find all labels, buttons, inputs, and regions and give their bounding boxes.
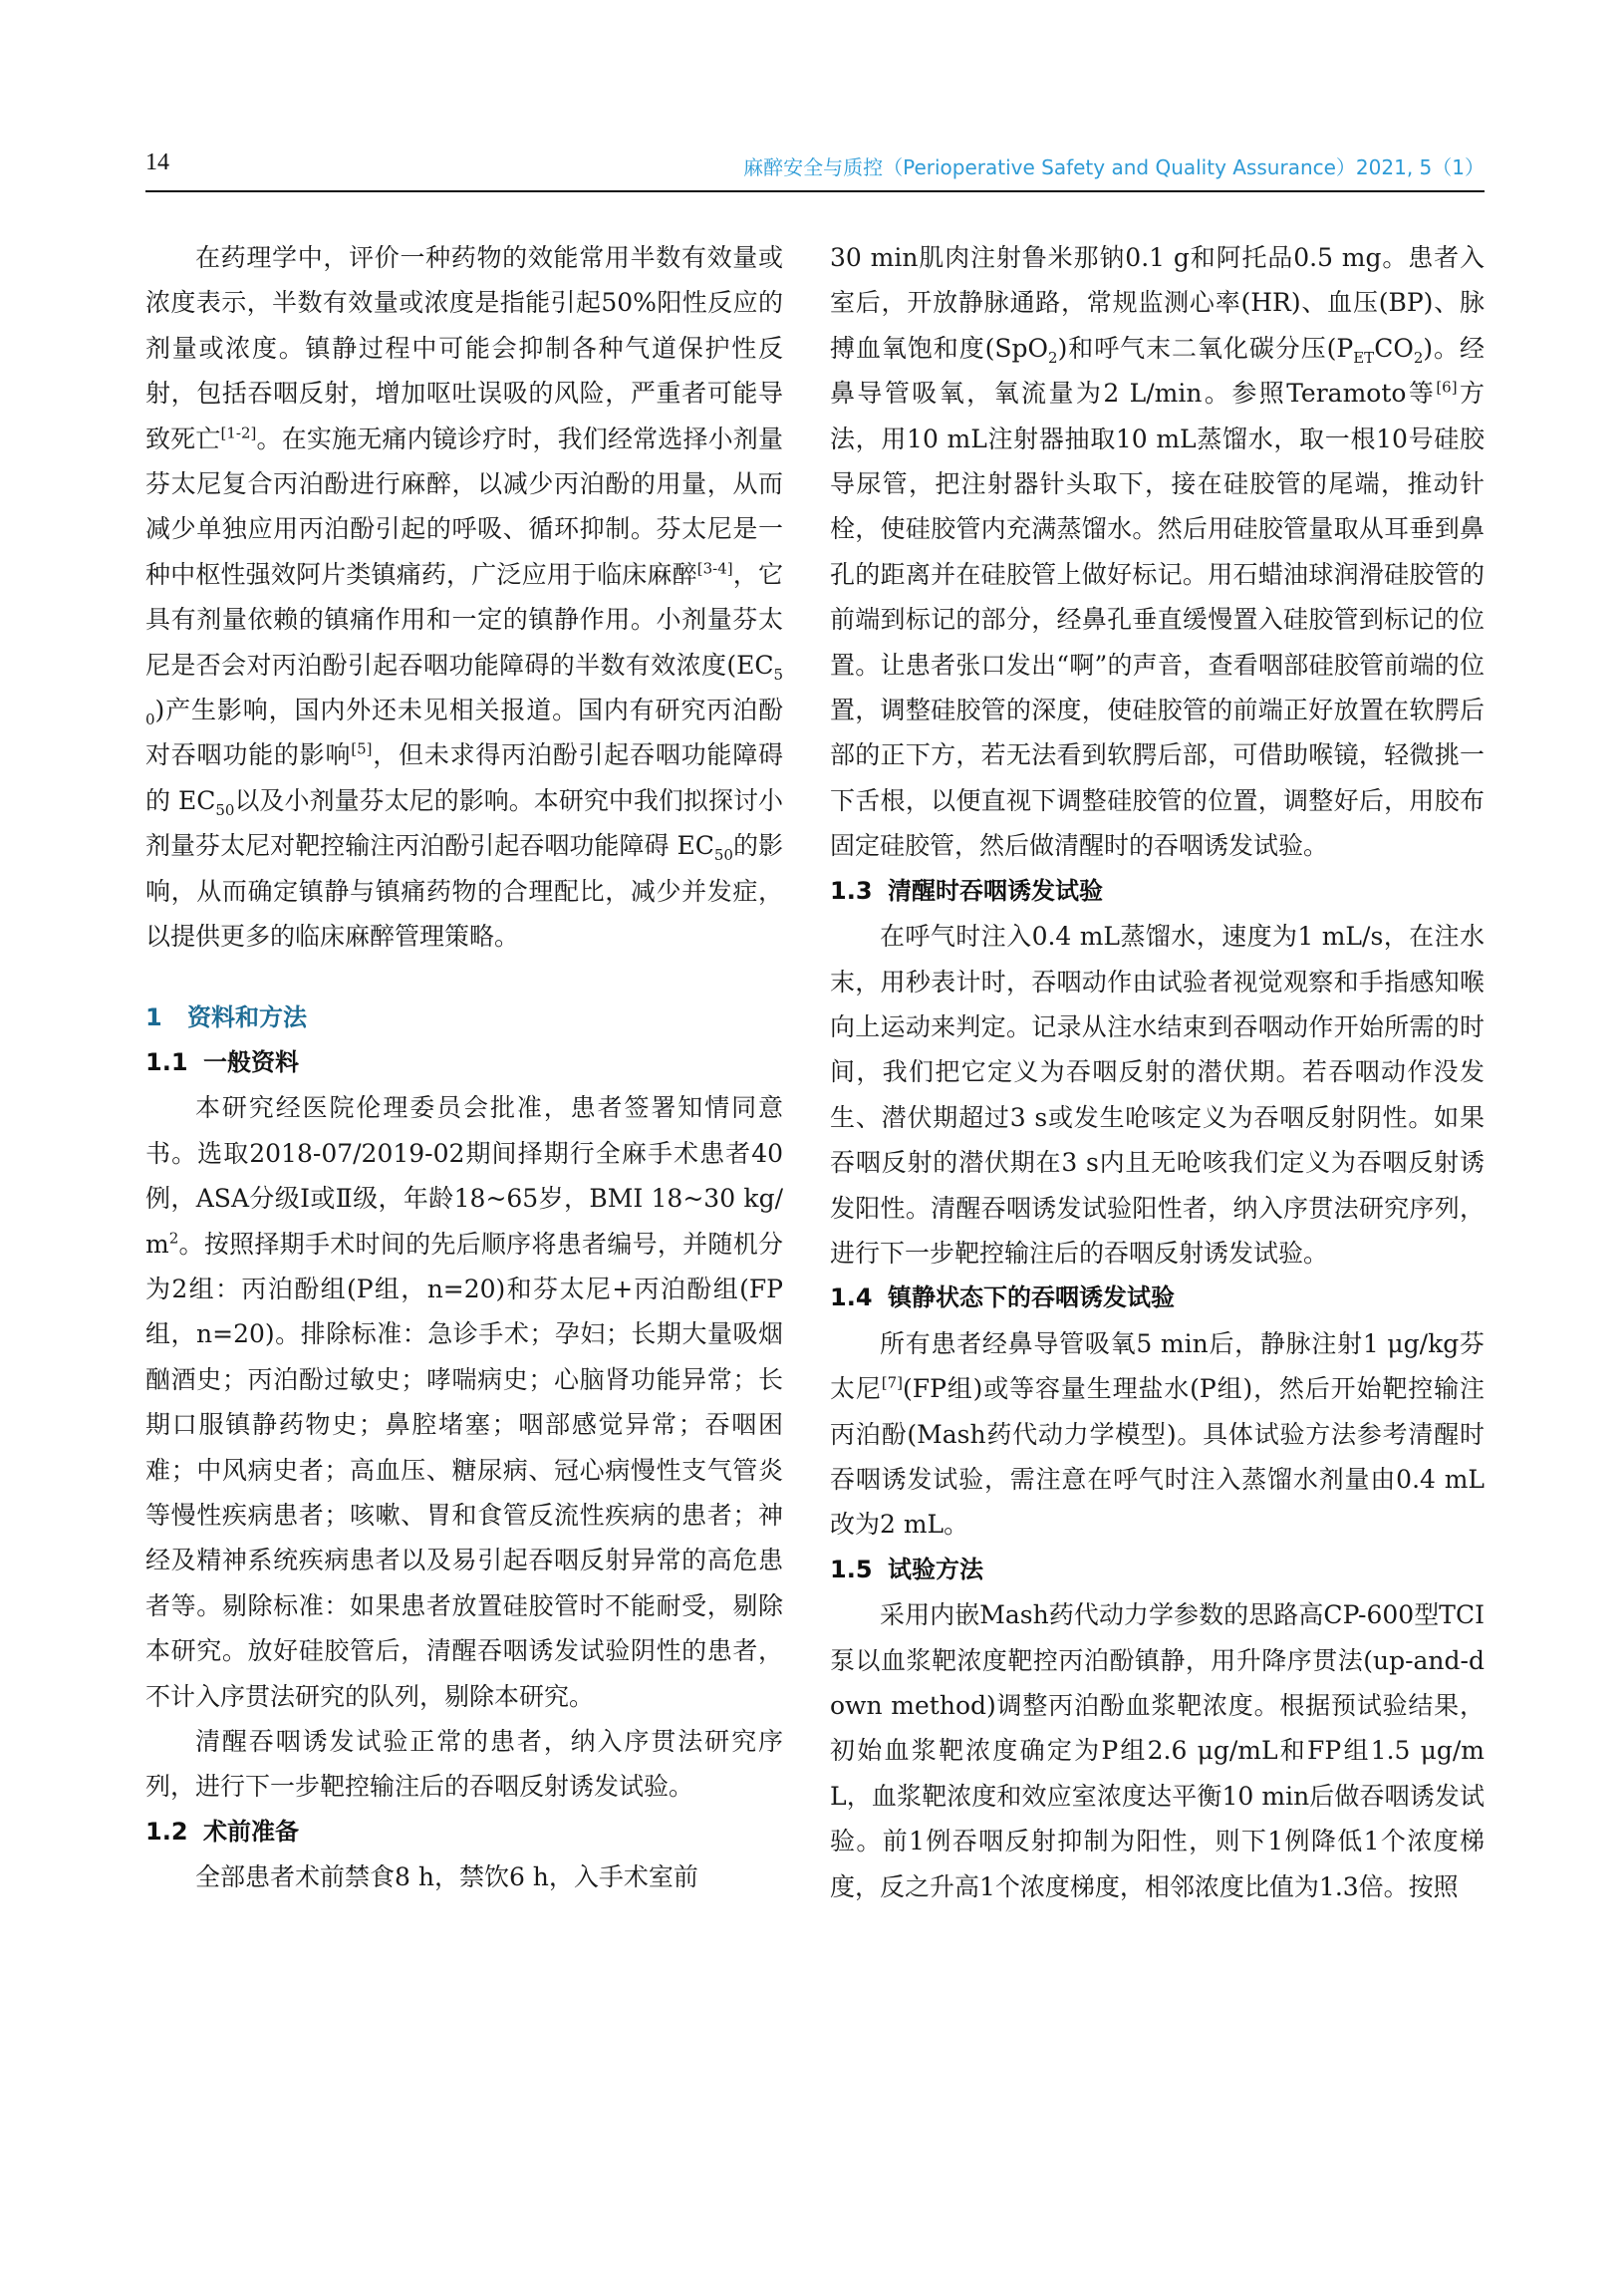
body-paragraph: 采用内嵌Mash药代动力学参数的思路高CP-600型TCI泵以血浆靶浓度靶控丙泊酚镇静，用升降序贯法(up-and-down method)调整丙泊酚血浆靶浓度。根据预试验结果，初始血浆靶浓度确定为P组2.6 μg/mL和FP组1.5 μg/mL，血浆靶浓度和效应室浓度达平衡10 min后做吞咽诱发试验。前1例吞咽反射抑制为阳性，则下1例降低1个浓度梯度，反之升高1个浓度梯度，相邻浓度比值为1.3倍。按照 xyxy=(830,1600,1485,1901)
text: ，但未求得丙泊酚引起吞咽功能障碍的 EC xyxy=(145,740,783,815)
subsection-title: 一般资料 xyxy=(203,1047,299,1076)
subsection-number: 1.1 xyxy=(145,1047,188,1076)
text: )和呼气末二氧化碳分压(P xyxy=(1057,333,1354,363)
subsection-heading xyxy=(830,1276,1485,1320)
subscript: 50 xyxy=(215,800,235,819)
subsection-heading xyxy=(145,1810,783,1854)
text: CO xyxy=(1374,333,1414,363)
subscript: 50 xyxy=(713,846,733,865)
text: 以及小剂量芬太尼的影响。本研究中我们拟探讨小剂量芬太尼对靶控输注丙泊酚引起吞咽功能障碍 EC xyxy=(145,785,783,861)
subsection-number: 1.5 xyxy=(830,1555,873,1583)
subsection-heading xyxy=(830,1548,1485,1592)
text: 30 min肌肉注射鲁米那钠0.1 g和阿托品0.5 mg。患者入室后，开放静脉通路，常规监测心率(HR)、血压(BP)、脉搏血氧饱和度(SpO xyxy=(830,243,1485,363)
body-paragraph xyxy=(145,1085,783,1719)
text: 本研究经医院伦理委员会批准，患者签署知情同意书。选取2018-07/2019-02期间择期行全麻手术患者40例，ASA分级Ⅰ或Ⅱ级，年龄18~65岁，BMI 18~30 kg/m xyxy=(145,1093,783,1259)
section-heading xyxy=(145,996,783,1040)
intro-paragraph xyxy=(145,235,783,960)
body-paragraph: 全部患者术前禁食8 h，禁饮6 h，入手术室前 xyxy=(195,1862,698,1892)
subsection-number: 1.2 xyxy=(145,1817,188,1846)
subsection-heading xyxy=(830,869,1485,914)
subsection-number: 1.3 xyxy=(830,876,873,905)
left-column xyxy=(145,235,783,1900)
section-title: 资料和方法 xyxy=(187,1002,307,1031)
subsection-title: 清醒时吞咽诱发试验 xyxy=(888,876,1103,905)
subsection-number: 1.4 xyxy=(830,1283,873,1312)
subsection-title: 术前准备 xyxy=(203,1817,299,1846)
journal-title: 麻醉安全与质控（Perioperative Safety and Quality Assurance）2021, 5（1） xyxy=(743,155,1485,179)
header-rule xyxy=(145,190,1485,192)
subscript: ET xyxy=(1353,348,1375,367)
text: 所有患者经鼻导管吸氧5 min后，静脉注射1 μg/kg芬太尼 xyxy=(830,1328,1485,1404)
subsection-title: 试验方法 xyxy=(888,1555,983,1583)
text: (FP组)或等容量生理盐水(P组)，然后开始靶控输注丙泊酚(Mash药代动力学模型)。具体试验方法参考清醒时吞咽诱发试验，需注意在呼气时注入蒸馏水剂量由0.4 mL改为2 mL。 xyxy=(830,1374,1485,1540)
subscript: 2 xyxy=(1413,348,1424,367)
section-number: 1 xyxy=(145,1002,162,1031)
text: ，它具有剂量依赖的镇痛作用和一定的镇静作用。小剂量芬太尼是否会对丙泊酚引起吞咽功能障碍的半数有效浓度(EC xyxy=(145,559,783,680)
text: 。按照择期手术时间的先后顺序将患者编号，并随机分为2组：丙泊酚组(P组，n=20)和芬太尼+丙泊酚组(FP组，n=20)。排除标准：急诊手术；孕妇；长期大量吸烟酗酒史；丙泊酚过敏史；哮喘病史；心脑肾功能异常；长期口服镇静药物史；鼻腔堵塞；咽部感觉异常；吞咽困难；中风病史者；高血压、糖尿病、冠心病慢性支气管炎等慢性疾病患者；咳嗽、胃和食管反流性疾病的患者；神经及精神系统疾病患者以及易引起吞咽反射异常的高危患者等。剔除标准：如果患者放置硅胶管时不能耐受，剔除本研究。放好硅胶管后，清醒吞咽诱发试验阴性的患者，不计入序贯法研究的队列，剔除本研究。 xyxy=(145,1229,783,1711)
superscript: 2 xyxy=(168,1229,179,1248)
page-number: 14 xyxy=(145,149,169,175)
body-paragraph xyxy=(830,1321,1485,1548)
subsection-heading xyxy=(145,1040,783,1085)
text: 。在实施无痛内镜诊疗时，我们经常选择小剂量芬太尼复合丙泊酚进行麻醉，以减少丙泊酚的用量，从而减少单独应用丙泊酚引起的呼吸、循环抑制。芬太尼是一种中枢性强效阿片类镇痛药，广泛应用于临床麻醉 xyxy=(145,424,783,589)
page-header xyxy=(145,147,1485,187)
citation: [5] xyxy=(351,740,373,759)
subscript: 50 xyxy=(145,665,783,729)
citation: [6] xyxy=(1436,378,1458,397)
body-paragraph: 在呼气时注入0.4 mL蒸馏水，速度为1 mL/s，在注水末，用秒表计时，吞咽动作由试验者视觉观察和手指感知喉向上运动来判定。记录从注水结束到吞咽动作开始所需的时间，我们把它定义为吞咽反射的潜伏期。若吞咽动作没发生、潜伏期超过3 s或发生呛咳定义为吞咽反射阴性。如果吞咽反射的潜伏期在3 s内且无呛咳我们定义为吞咽反射诱发阳性。清醒吞咽诱发试验阳性者，纳入序贯法研究序列，进行下一步靶控输注后的吞咽反射诱发试验。 xyxy=(830,922,1485,1268)
subscript: 2 xyxy=(1048,348,1058,367)
citation: [1-2] xyxy=(220,424,257,442)
text: )。经鼻导管吸氧，氧流量为2 L/min。参照Teramoto等 xyxy=(830,333,1485,409)
right-column xyxy=(830,235,1485,1909)
text: )产生影响，国内外还未见相关报道。国内有研究丙泊酚对吞咽功能的影响 xyxy=(145,696,783,770)
body-paragraph: 清醒吞咽诱发试验正常的患者，纳入序贯法研究序列，进行下一步靶控输注后的吞咽反射诱发试验。 xyxy=(145,1727,783,1802)
citation: [7] xyxy=(881,1373,903,1392)
text: 在药理学中，评价一种药物的效能常用半数有效量或浓度表示，半数有效量或浓度是指能引起50%阳性反应的剂量或浓度。镇静过程中可能会抑制各种气道保护性反射，包括吞咽反射，增加呕吐误吸的风险，严重者可能导致死亡 xyxy=(145,243,783,453)
citation: [3-4] xyxy=(696,559,733,578)
subsection-title: 镇静状态下的吞咽诱发试验 xyxy=(888,1283,1175,1312)
text: 方法，用10 mL注射器抽取10 mL蒸馏水，取一根10号硅胶导尿管，把注射器针头取下，接在硅胶管的尾端，推动针栓，使硅胶管内充满蒸馏水。然后用硅胶管量取从耳垂到鼻孔的距离并在硅胶管上做好标记。用石蜡油球润滑硅胶管的前端到标记的部分，经鼻孔垂直缓慢置入硅胶管到标记的位置。让患者张口发出“啊”的声音，查看咽部硅胶管前端的位置，调整硅胶管的深度，使硅胶管的前端正好放置在软腭后部的正下方，若无法看到软腭后部，可借助喉镜，轻微挑一下舌根，以便直视下调整硅胶管的位置，调整好后，用胶布固定硅胶管，然后做清醒时的吞咽诱发试验。 xyxy=(830,379,1485,861)
text: 的影响，从而确定镇静与镇痛药物的合理配比，减少并发症，以提供更多的临床麻醉管理策略。 xyxy=(145,831,783,952)
body-paragraph xyxy=(830,235,1485,869)
